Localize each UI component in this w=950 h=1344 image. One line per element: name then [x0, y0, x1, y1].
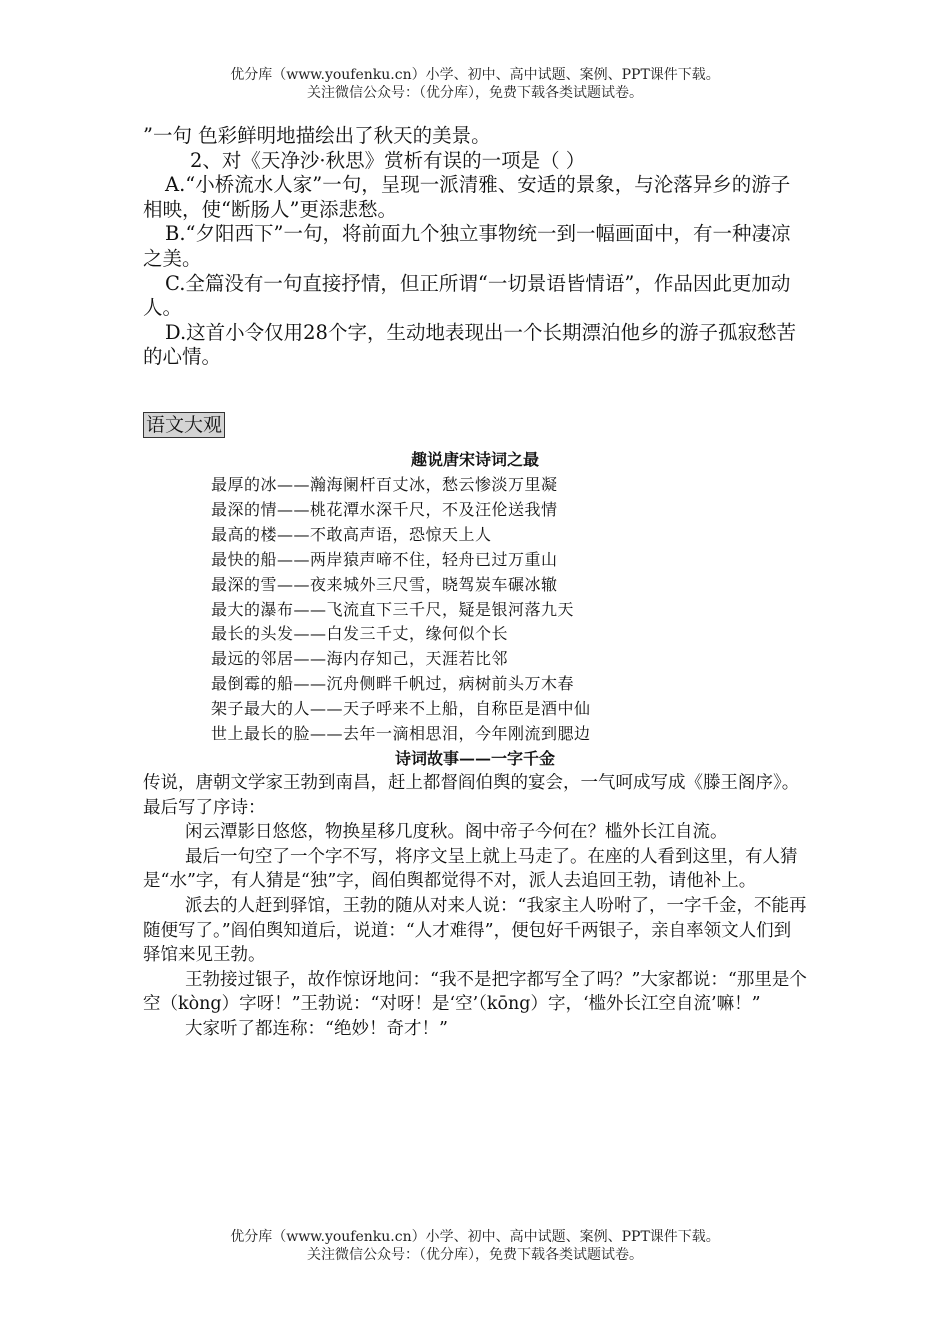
poem-line: 最长的头发——白发三千丈，缘何似个长	[211, 624, 509, 644]
footer-line-2: 关注微信公众号：（优分库），免费下载各类试题试卷。	[307, 1247, 643, 1263]
poem-line: 最高的楼——不敢高声语，恐惊天上人	[211, 524, 492, 544]
option-a: A.“小桥流水人家”一句，呈现一派清雅、安适的景象，与沦落异乡的游子相映，使“断肠人”更添悲愁。	[143, 173, 791, 221]
poem-line: 最快的船——两岸猿声啼不住，轻舟已过万重山	[211, 549, 558, 569]
question-lead: ”一句 色彩鲜明地描绘出了秋天的美景。	[143, 124, 491, 147]
poem-line: 最远的邻居——海内存知己，天涯若比邻	[211, 649, 509, 669]
poem-line: 架子最大的人——天子呼来不上船，自称臣是酒中仙	[211, 699, 591, 719]
story-paragraph: 派去的人赶到驿馆，王勃的随从对来人说：“我家主人吩咐了，一字千金，不能再随便写了。”阎伯舆知道后，说道：“人才难得”，便包好千两银子，亲自率领文人们到驿馆来见王勃。	[143, 895, 807, 966]
story-poem-line: 闲云潭影日悠悠，物换星移几度秋。阁中帝子今何在？槛外长江自流。	[185, 822, 728, 843]
poem-list	[211, 473, 591, 747]
header-line-2: 关注微信公众号：（优分库），免费下载各类试题试卷。	[307, 85, 643, 101]
footer-line-1: 优分库（www.youfenku.cn）小学、初中、高中试题、案例、PPT课件下载。	[230, 1229, 720, 1245]
story-title: 诗词故事——一字千金	[394, 749, 555, 768]
story-paragraph: 最后一句空了一个字不写，将序文呈上就上马走了。在座的人看到这里，有人猜是“水”字，有人猜是“独”字，阎伯舆都觉得不对，派人去追回王勃，请他补上。	[143, 846, 798, 892]
header-line-1: 优分库（www.youfenku.cn）小学、初中、高中试题、案例、PPT课件下载。	[230, 67, 720, 83]
poems-title: 趣说唐宋诗词之最	[410, 450, 539, 469]
question-block	[143, 124, 808, 370]
story-block	[143, 771, 808, 1042]
story-paragraph: 王勃接过银子，故作惊讶地问：“我不是把字都写全了吗？”大家都说：“那里是个空（kòng）字呀！”王勃说：“对呀！是‘空’（kōng）字，‘槛外长江空自流’嘛！”	[143, 969, 807, 1015]
poem-line: 最大的瀑布——飞流直下三千尺，疑是银河落九天	[211, 599, 575, 619]
option-b: B.“夕阳西下”一句，将前面九个独立事物统一到一幅画面中，有一种凄凉之美。	[143, 222, 791, 270]
page-footer	[0, 1228, 950, 1264]
poem-line: 世上最长的脸——去年一滴相思泪，今年刚流到腮边	[211, 724, 591, 744]
poem-line: 最深的雪——夜来城外三尺雪，晓驾炭车碾冰辙	[211, 574, 558, 594]
poem-line: 最厚的冰——瀚海阑杆百丈冰，愁云惨淡万里凝	[211, 475, 558, 494]
page-header	[0, 66, 950, 102]
poem-line: 最深的情——桃花潭水深千尺，不及汪伦送我情	[211, 499, 558, 519]
story-intro: 传说，唐朝文学家王勃到南昌，赶上都督阎伯舆的宴会，一气呵成写成《滕王阁序》。最后写了序诗：	[143, 773, 800, 818]
poem-line: 最倒霉的船——沉舟侧畔千帆过，病树前头万木春	[211, 674, 575, 694]
option-c: C.全篇没有一句直接抒情，但正所谓“一切景语皆情语”，作品因此更加动人。	[143, 271, 791, 320]
story-paragraph: 大家听了都连称：“绝妙！奇才！”	[185, 1018, 448, 1039]
question-stem: 2、对《天净沙·秋思》赏析有误的一项是（ ）	[190, 148, 586, 172]
section-label: 语文大观	[143, 412, 225, 438]
option-d: D.这首小令仅用28个字，生动地表现出一个长期漂泊他乡的游子孤寂愁苦的心情。	[143, 320, 796, 369]
